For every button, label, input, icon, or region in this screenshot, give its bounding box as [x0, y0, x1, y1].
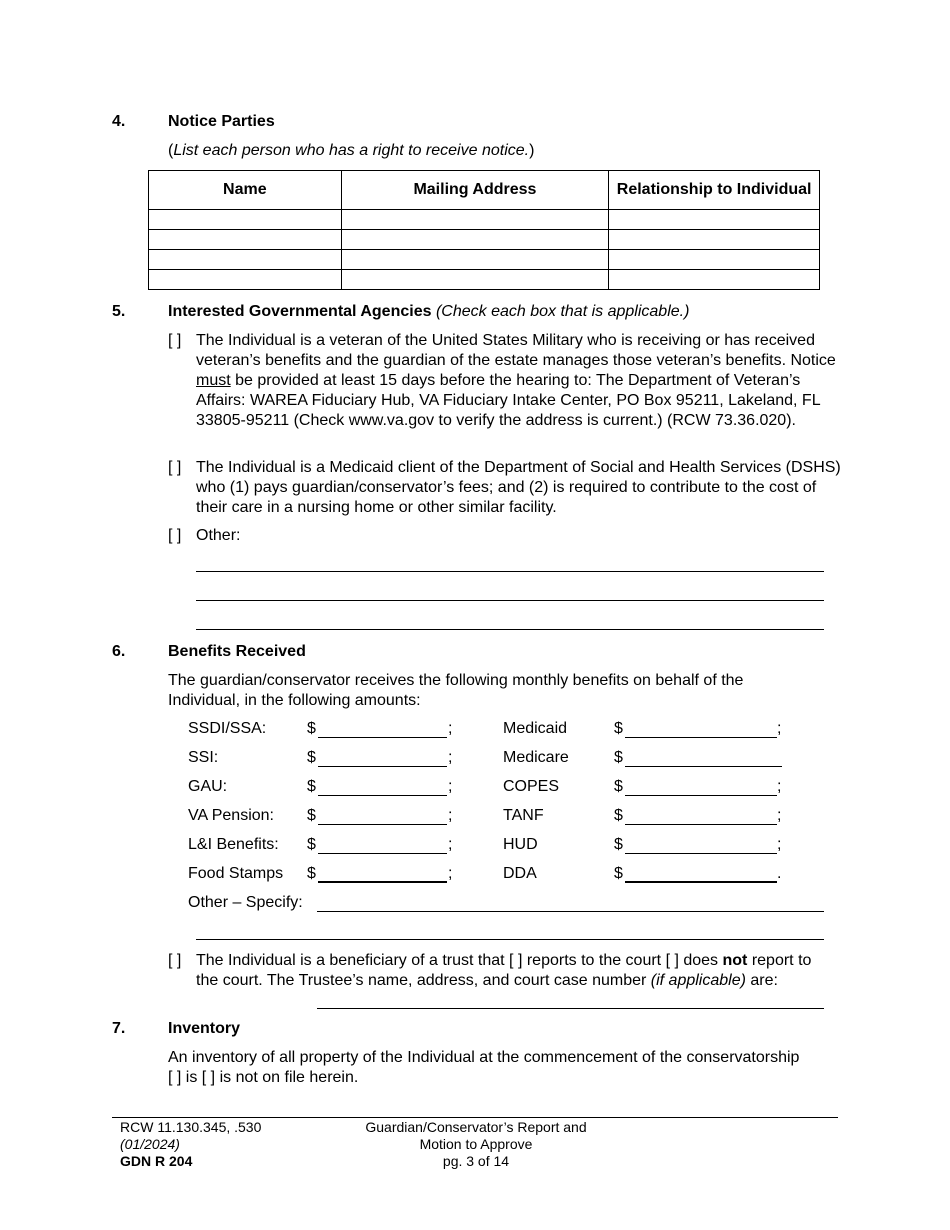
- table-row: [149, 250, 820, 270]
- benefit-amount-ssdi[interactable]: [318, 737, 447, 738]
- table-row: [149, 230, 820, 250]
- medicaid-checkbox[interactable]: [ ]: [168, 459, 182, 476]
- benefit-amount-copes[interactable]: [625, 795, 777, 796]
- benefit-label-hud: HUD: [503, 836, 538, 853]
- benefit-label-medicare: Medicare: [503, 749, 569, 766]
- table-cell[interactable]: [149, 230, 342, 250]
- other-specify-line[interactable]: [196, 939, 824, 940]
- table-cell[interactable]: [149, 210, 342, 230]
- section-7-number: 7.: [112, 1020, 126, 1037]
- benefit-amount-va-pension[interactable]: [318, 824, 447, 825]
- other-agency-line[interactable]: [196, 629, 824, 630]
- dollar-sign: $: [307, 749, 316, 766]
- section-6-title: Benefits Received: [168, 643, 306, 660]
- benefit-label-va-pension: VA Pension:: [188, 807, 274, 824]
- column-header-mailing-address: Mailing Address: [341, 171, 609, 210]
- notice-parties-instruction: (List each person who has a right to receive notice.): [168, 142, 535, 159]
- footer-form-id: GDN R 204: [120, 1153, 193, 1169]
- section-6-number: 6.: [112, 643, 126, 660]
- dollar-sign: $: [307, 836, 316, 853]
- column-header-name: Name: [149, 171, 342, 210]
- benefit-label-copes: COPES: [503, 778, 560, 795]
- dollar-sign: $: [307, 720, 316, 737]
- benefit-end: .: [777, 865, 782, 882]
- section-5-number: 5.: [112, 303, 126, 320]
- veteran-checkbox[interactable]: [ ]: [168, 332, 182, 349]
- section-4-title: Notice Parties: [168, 113, 275, 130]
- footer-divider: [112, 1117, 838, 1118]
- dollar-sign: $: [614, 836, 623, 853]
- table-cell[interactable]: [341, 210, 609, 230]
- benefit-amount-tanf[interactable]: [625, 824, 777, 825]
- dollar-sign: $: [614, 807, 623, 824]
- table-row: [149, 210, 820, 230]
- benefit-amount-ssi[interactable]: [318, 766, 447, 767]
- column-header-relationship: Relationship to Individual: [609, 171, 820, 210]
- benefit-end: ;: [777, 807, 782, 824]
- footer-rcw: RCW 11.130.345, .530: [120, 1119, 262, 1135]
- table-cell[interactable]: [609, 210, 820, 230]
- benefits-intro: The guardian/conservator receives the following monthly benefits on behalf of the Individual, in the following amounts:: [168, 672, 744, 709]
- benefit-end: ;: [777, 720, 782, 737]
- benefit-label-medicaid: Medicaid: [503, 720, 568, 737]
- trust-text: The Individual is a beneficiary of a trust that [ ] reports to the court [ ] does not report to the court. The Trustee’s name, address, and court case number (if applicable) are:: [196, 952, 812, 989]
- other-specify-label: Other – Specify:: [188, 894, 303, 911]
- benefit-label-dda: DDA: [503, 865, 537, 882]
- benefit-amount-hud[interactable]: [625, 853, 777, 854]
- table-cell[interactable]: [609, 250, 820, 270]
- benefit-end: ;: [448, 807, 453, 824]
- section-5-title: Interested Governmental Agencies: [168, 303, 432, 320]
- footer-page-number: pg. 3 of 14: [442, 1153, 510, 1169]
- dollar-sign: $: [614, 749, 623, 766]
- dollar-sign: $: [307, 807, 316, 824]
- benefit-end: ;: [448, 836, 453, 853]
- benefit-amount-dda[interactable]: [625, 881, 777, 883]
- dollar-sign: $: [307, 778, 316, 795]
- benefit-label-ssi: SSI:: [188, 749, 219, 766]
- benefit-label-ssdi: SSDI/SSA:: [188, 720, 267, 737]
- other-specify-line[interactable]: [317, 911, 824, 912]
- section-4-number: 4.: [112, 113, 126, 130]
- benefit-end: ;: [448, 778, 453, 795]
- table-cell[interactable]: [341, 230, 609, 250]
- benefit-end: ;: [777, 778, 782, 795]
- dollar-sign: $: [614, 778, 623, 795]
- notice-parties-table: [148, 170, 820, 290]
- table-cell[interactable]: [149, 250, 342, 270]
- benefit-amount-medicare[interactable]: [625, 766, 782, 767]
- table-cell[interactable]: [609, 270, 820, 290]
- benefit-label-tanf: TANF: [503, 807, 544, 824]
- benefit-end: ;: [777, 836, 782, 853]
- table-cell[interactable]: [149, 270, 342, 290]
- other-agency-line[interactable]: [196, 571, 824, 572]
- table-cell[interactable]: [609, 230, 820, 250]
- benefit-end: ;: [448, 865, 453, 882]
- inventory-text-line-2: [ ] is [ ] is not on file herein.: [168, 1069, 359, 1086]
- medicaid-text: The Individual is a Medicaid client of the Department of Social and Health Services (DSHS) who (1) pays guardian/conservator’s fees; and (2) is required to contribute to the cost of their care in a nursing home or other similar facility.: [196, 459, 841, 516]
- section-7-title: Inventory: [168, 1020, 241, 1037]
- table-cell[interactable]: [341, 250, 609, 270]
- table-cell[interactable]: [341, 270, 609, 290]
- benefit-amount-food-stamps[interactable]: [318, 881, 447, 883]
- benefit-end: ;: [448, 720, 453, 737]
- footer-date: (01/2024): [120, 1136, 180, 1152]
- other-agency-label: Other:: [196, 527, 241, 544]
- benefit-label-food-stamps: Food Stamps: [188, 865, 284, 882]
- section-5-title-note: (Check each box that is applicable.): [435, 303, 690, 320]
- trust-checkbox[interactable]: [ ]: [168, 952, 182, 969]
- benefit-amount-medicaid[interactable]: [625, 737, 777, 738]
- trustee-info-line[interactable]: [317, 1008, 824, 1009]
- benefit-label-li: L&I Benefits:: [188, 836, 279, 853]
- dollar-sign: $: [614, 720, 623, 737]
- benefit-amount-gau[interactable]: [318, 795, 447, 796]
- table-row: [149, 270, 820, 290]
- footer-form-title: Guardian/Conservator’s Report and Motion to Approve pg. 3 of 14: [336, 1119, 616, 1170]
- benefit-amount-li[interactable]: [318, 853, 447, 854]
- inventory-text-line-1: An inventory of all property of the Individual at the commencement of the conservatorship: [168, 1049, 800, 1066]
- other-agency-line[interactable]: [196, 600, 824, 601]
- benefit-label-gau: GAU:: [188, 778, 228, 795]
- other-agency-checkbox[interactable]: [ ]: [168, 527, 182, 544]
- section-5-heading: [168, 302, 689, 322]
- dollar-sign: $: [307, 865, 316, 882]
- benefit-end: ;: [448, 749, 453, 766]
- veteran-text: The Individual is a veteran of the United States Military who is receiving or has received veteran’s benefits and the guardian of the estate manages those veteran’s benefits. Notice must be provided at least 15 days before the hearing to: The Department of Veteran’s Affairs: WAREA Fiduciary Hub, VA Fiduciary Intake Center, PO Box 95211, Lakeland, FL 33805-95211 (Check www.va.gov to verify the address is current.) (RCW 73.36.020).: [196, 332, 836, 429]
- dollar-sign: $: [614, 865, 623, 882]
